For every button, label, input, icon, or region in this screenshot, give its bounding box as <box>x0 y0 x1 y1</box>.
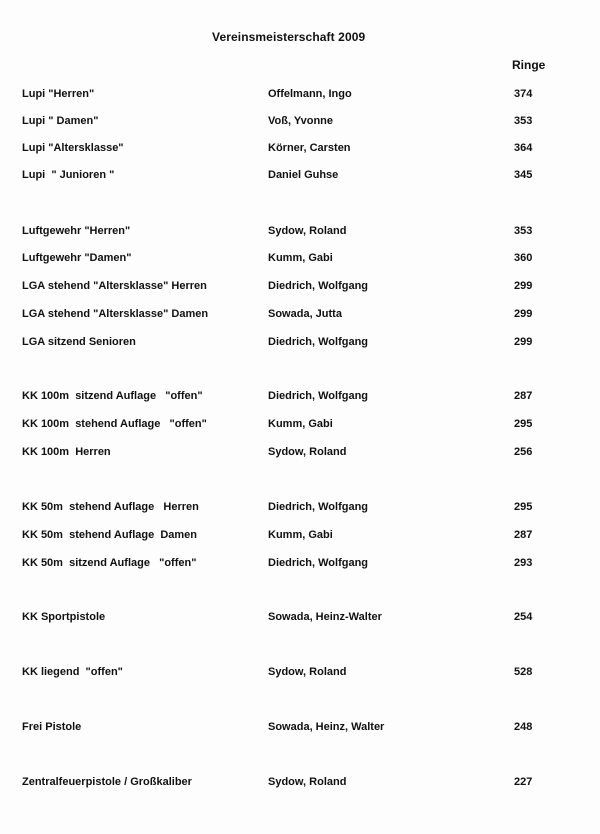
shooter-name: Kumm, Gabi <box>268 418 333 430</box>
shooter-name: Diedrich, Wolfgang <box>268 501 369 513</box>
score-value: 364 <box>514 142 533 154</box>
discipline-label: KK Sportpistole <box>22 611 106 623</box>
discipline-label: Frei Pistole <box>22 721 82 733</box>
score-value: 295 <box>514 418 533 430</box>
score-value: 293 <box>514 557 533 569</box>
shooter-name: Diedrich, Wolfgang <box>268 390 369 402</box>
score-value: 256 <box>514 446 533 458</box>
shooter-name: Voß, Yvonne <box>268 115 333 127</box>
score-value: 227 <box>514 776 533 788</box>
discipline-label: LGA sitzend Senioren <box>22 336 136 348</box>
score-value: 299 <box>514 308 533 320</box>
shooter-name: Sowada, Heinz, Walter <box>268 721 385 733</box>
shooter-name: Offelmann, Ingo <box>268 88 352 100</box>
shooter-name: Kumm, Gabi <box>268 529 333 541</box>
discipline-label: KK 100m sitzend Auflage "offen" <box>22 390 203 402</box>
shooter-name: Kumm, Gabi <box>268 252 333 264</box>
discipline-label: KK 100m Herren <box>22 446 111 458</box>
discipline-label: LGA stehend "Altersklasse" Damen <box>22 308 209 320</box>
score-value: 254 <box>514 611 533 623</box>
shooter-name: Sydow, Roland <box>268 666 347 678</box>
score-value: 345 <box>514 169 533 181</box>
discipline-label: LGA stehend "Altersklasse" Herren <box>22 280 207 292</box>
score-value: 299 <box>514 336 533 348</box>
document-title: Vereinsmeisterschaft 2009 <box>212 30 366 44</box>
discipline-label: Lupi "Herren" <box>22 88 95 100</box>
discipline-label: KK liegend "offen" <box>22 666 123 678</box>
score-column-header: Ringe <box>512 58 546 72</box>
score-value: 528 <box>514 666 533 678</box>
score-value: 353 <box>514 225 533 237</box>
shooter-name: Sydow, Roland <box>268 225 347 237</box>
shooter-name: Körner, Carsten <box>268 142 351 154</box>
shooter-name: Diedrich, Wolfgang <box>268 280 369 292</box>
shooter-name: Sowada, Heinz-Walter <box>268 611 382 623</box>
discipline-label: Lupi " Damen" <box>22 115 99 127</box>
score-value: 287 <box>514 529 533 541</box>
discipline-label: Luftgewehr "Damen" <box>22 252 132 264</box>
discipline-label: KK 50m stehend Auflage Herren <box>22 501 199 513</box>
discipline-label: Lupi "Altersklasse" <box>22 142 124 154</box>
discipline-label: Luftgewehr "Herren" <box>22 225 131 237</box>
score-value: 287 <box>514 390 533 402</box>
score-value: 295 <box>514 501 533 513</box>
score-value: 299 <box>514 280 533 292</box>
discipline-label: Lupi " Junioren " <box>22 169 115 181</box>
shooter-name: Sydow, Roland <box>268 446 347 458</box>
score-value: 248 <box>514 721 533 733</box>
shooter-name: Sowada, Jutta <box>268 308 342 320</box>
discipline-label: Zentralfeuerpistole / Großkaliber <box>22 776 192 788</box>
shooter-name: Diedrich, Wolfgang <box>268 336 369 348</box>
score-value: 353 <box>514 115 533 127</box>
score-value: 374 <box>514 88 533 100</box>
score-value: 360 <box>514 252 533 264</box>
shooter-name: Sydow, Roland <box>268 776 347 788</box>
discipline-label: KK 100m stehend Auflage "offen" <box>22 418 207 430</box>
shooter-name: Daniel Guhse <box>268 169 339 181</box>
discipline-label: KK 50m stehend Auflage Damen <box>22 529 198 541</box>
shooter-name: Diedrich, Wolfgang <box>268 557 369 569</box>
discipline-label: KK 50m sitzend Auflage "offen" <box>22 557 197 569</box>
